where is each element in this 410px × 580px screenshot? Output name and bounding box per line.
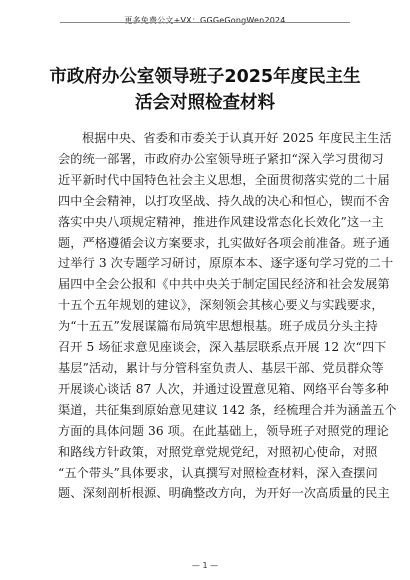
page-number: — 1 — bbox=[191, 561, 219, 570]
body-line: 会的统一部署，市政府办公室领导班子紧扣“深入学习贯彻习 bbox=[58, 151, 384, 166]
body-line: 四中全会精神，以打攻坚战、持久战的决心和恒心，锲而不舍 bbox=[58, 193, 390, 208]
header-text: 更多免费公文+VX：GGGeGongWen2024 bbox=[124, 16, 286, 25]
body-line: 近平新时代中国特色社会主义思想，全面贯彻落实党的二十届 bbox=[58, 172, 390, 187]
body-line: “五个带头”具体要求，认真撰写对照检查材料，深入查摆问 bbox=[58, 465, 378, 480]
title-line-1: 市政府办公室领导班子2025年度民主生 bbox=[49, 67, 361, 87]
body-line: 落实中央八项规定精神，推进作风建设常态化长效化”这一主 bbox=[58, 214, 384, 229]
body-line: 方面的具体问题 36 项。在此基础上，领导班子对照党的理论 bbox=[58, 423, 389, 438]
body-line: 过举行 3 次专题学习研讨，原原本本、逐字逐句学习党的二十 bbox=[58, 256, 394, 271]
body-line: 十五个五年规划的建议》，深刻领会其核心要义与实践要求， bbox=[58, 298, 384, 313]
body-line: 为“十五五”发展谋篇布局筑牢思想根基。班子成员分头主持 bbox=[58, 319, 378, 334]
body-line: 开展谈心谈话 87 人次，并通过设置意见箱、网络平台等多种 bbox=[58, 381, 389, 396]
page-header bbox=[0, 8, 410, 27]
document-title bbox=[40, 64, 370, 116]
body-line: 题，严格遵循会议方案要求，扎实做好各项会前准备。班子通 bbox=[58, 235, 390, 250]
body-line: 召开 5 场征求意见座谈会，深入基层联系点开展 12 次“四下 bbox=[58, 340, 387, 355]
body-line: 题、深刻剖析根源、明确整改方向，为开好一次高质量的民主 bbox=[58, 486, 390, 501]
body-line: 和路线方针政策，对照党章党规党纪，对照初心使命，对照 bbox=[58, 444, 378, 459]
body-line: 根据中央、省委和市委关于认真开好 2025 年度民主生活 bbox=[82, 131, 392, 145]
title-line-2: 活会对照检查材料 bbox=[135, 93, 275, 113]
header-rule bbox=[60, 22, 350, 23]
body-line: 届四中全会公报和《中共中央关于制定国民经济和社会发展第 bbox=[58, 277, 390, 292]
document-body bbox=[58, 128, 397, 504]
body-line: 基层”活动，累计与分管科室负责人、基层干部、党员群众等 bbox=[58, 360, 384, 375]
body-line: 渠道，共征集到原始意见建议 142 条，经梳理合并为涵盖五个 bbox=[58, 402, 397, 417]
